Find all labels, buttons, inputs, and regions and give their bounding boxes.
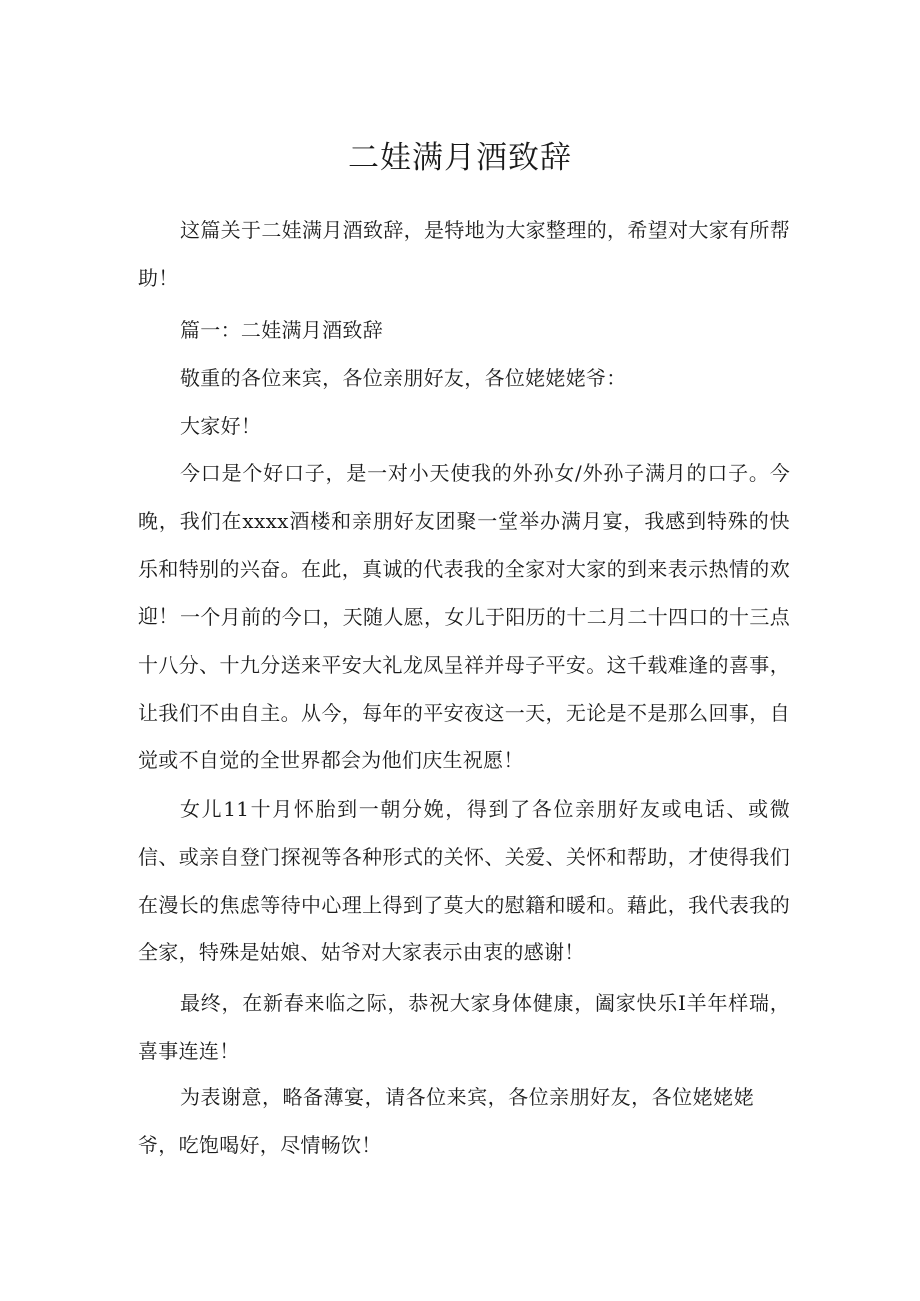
- intro-paragraph: 这篇关于二娃满月酒致辞，是特地为大家整理的，希望对大家有所帮助！: [138, 218, 790, 290]
- salutation-paragraph: 敬重的各位来宾，各位亲朋好友，各位姥姥姥爷：: [180, 366, 627, 390]
- section-heading: 篇一：二娃满月酒致辞: [180, 318, 383, 342]
- body-paragraph-3: 女儿11十月怀胎到一朝分娩，得到了各位亲朋好友或电话、或微信、或亲自登门探视等各种形式的关怀、关爱、关怀和帮助，才使得我们在漫长的焦虑等待中心理上得到了莫大的慰籍和暖和。藉此，我代表我的全家，特殊是姑娘、姑爷对大家表示由衷的感谢！: [138, 797, 790, 965]
- greeting-paragraph: 大家好！: [180, 414, 262, 438]
- body-paragraph-1: 今口是个好口子，是一对小天使我的外孙女/外孙子满月的口子。今晚，我们在xxxx酒楼和亲朋好友团聚一堂举办满月宴，我感到特殊的快乐和特别的兴奋。在此，真诚的代表我的全家对大家的到来表示热情的欢迎！: [138, 461, 790, 629]
- document-title: 二娃满月酒致辞: [348, 140, 572, 176]
- body-paragraph-2: 一个月前的今口，天随人愿，女儿于阳历的十二月二十四口的十三点十八分、十九分送来平安大礼龙凤呈祥并母子平安。这千载难逢的喜事，让我们不由自主。从今，每年的平安夜这一天，无论是不是那么回事，自觉或不自觉的全世界都会为他们庆生祝愿！: [138, 605, 790, 773]
- body-paragraph-4: 最终，在新春来临之际，恭祝大家身体健康，阖家快乐I羊年样瑞，喜事连连！: [138, 991, 790, 1063]
- closing-paragraph: 为表谢意，略备薄宴，请各位来宾，各位亲朋好友，各位姥姥姥爷，吃饱喝好，尽情畅饮！: [138, 1085, 754, 1157]
